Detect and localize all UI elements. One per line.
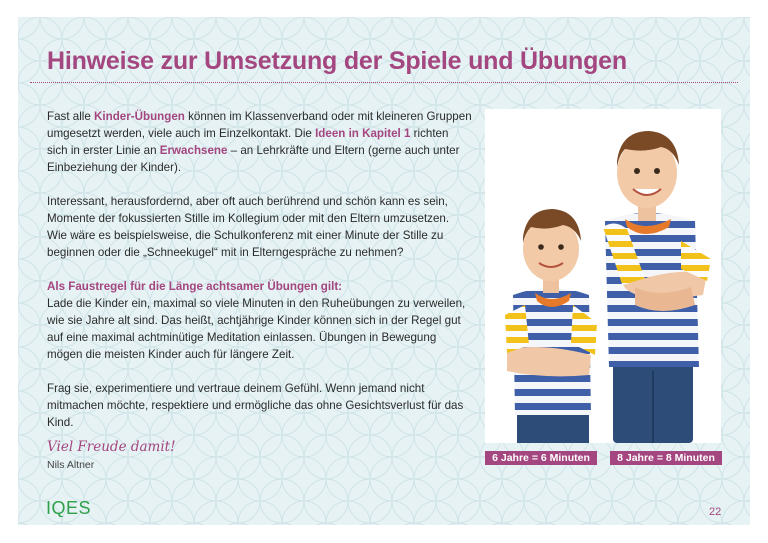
paragraph-closing: Frag sie, experimentiere und vertraue deinem Gefühl. Wenn jemand nicht mitmachen möchte, respektiere und ermögliche das ohne Gesichtsverlust für das Kind. bbox=[47, 382, 464, 429]
rule-of-thumb-heading-text: Als Faustregel für die Länge achtsamer Übungen gilt: bbox=[47, 280, 343, 293]
paragraph-rule-of-thumb: Lade die Kinder ein, maximal so viele Minuten in den Ruheübungen zu verweilen, wie sie Jahre alt sind. Das heißt, achtjährige Kinder können sich in der Regel gut auf eine maximal achtminütige Meditation einlassen. Übungen in Bewegung mögen die meisten Kinder auch für längere Zeit. bbox=[47, 297, 466, 361]
svg-text:IQES: IQES bbox=[46, 498, 92, 517]
caption-eight-years: 8 Jahre = 8 Minuten bbox=[610, 451, 722, 465]
two-boys-illustration bbox=[485, 109, 721, 443]
highlight-kinder-uebungen: Kinder-Übungen bbox=[94, 110, 185, 123]
signature-line: Viel Freude damit! bbox=[47, 439, 176, 455]
children-photo bbox=[485, 109, 721, 443]
paragraph-intro-text-3: richten sich in erster Linie an bbox=[47, 127, 449, 157]
caption-six-years: 6 Jahre = 6 Minuten bbox=[485, 451, 597, 465]
paragraph-intro-text-1: Fast alle bbox=[47, 110, 95, 123]
paragraph-intro-text-2: können im Klassenverband oder mit kleineren Gruppen umgesetzt werden, viele auch im Einzelkontakt. Die bbox=[47, 110, 472, 140]
iqes-logo bbox=[46, 497, 94, 517]
rule-of-thumb-heading bbox=[47, 278, 472, 295]
author-name: Nils Altner bbox=[47, 459, 95, 471]
paragraph-intro bbox=[47, 108, 472, 176]
page-title: Hinweise zur Umsetzung der Spiele und Übungen bbox=[47, 47, 627, 75]
page-number: 22 bbox=[709, 506, 722, 518]
paragraph-colleagues: Interessant, herausfordernd, aber oft auch berührend und schön kann es sein, Momente der fokussierten Stille im Kollegium oder mit den Eltern umzusetzen. Wie wäre es beispielsweise, die Schulkonferenz mit einer Minute der Stille zu beginnen oder die „Schneekugel“ mit in Elterngespräche zu nehmen? bbox=[47, 195, 450, 259]
paragraph-intro-text-4: – an Lehrkräfte und Eltern (gerne auch unter Einbeziehung der Kinder). bbox=[47, 144, 460, 174]
highlight-erwachsene: Erwachsene bbox=[159, 144, 228, 157]
body-text bbox=[47, 108, 472, 448]
document-page bbox=[18, 17, 750, 525]
title-divider bbox=[30, 82, 738, 83]
highlight-ideen-kapitel-1: Ideen in Kapitel 1 bbox=[315, 127, 411, 140]
